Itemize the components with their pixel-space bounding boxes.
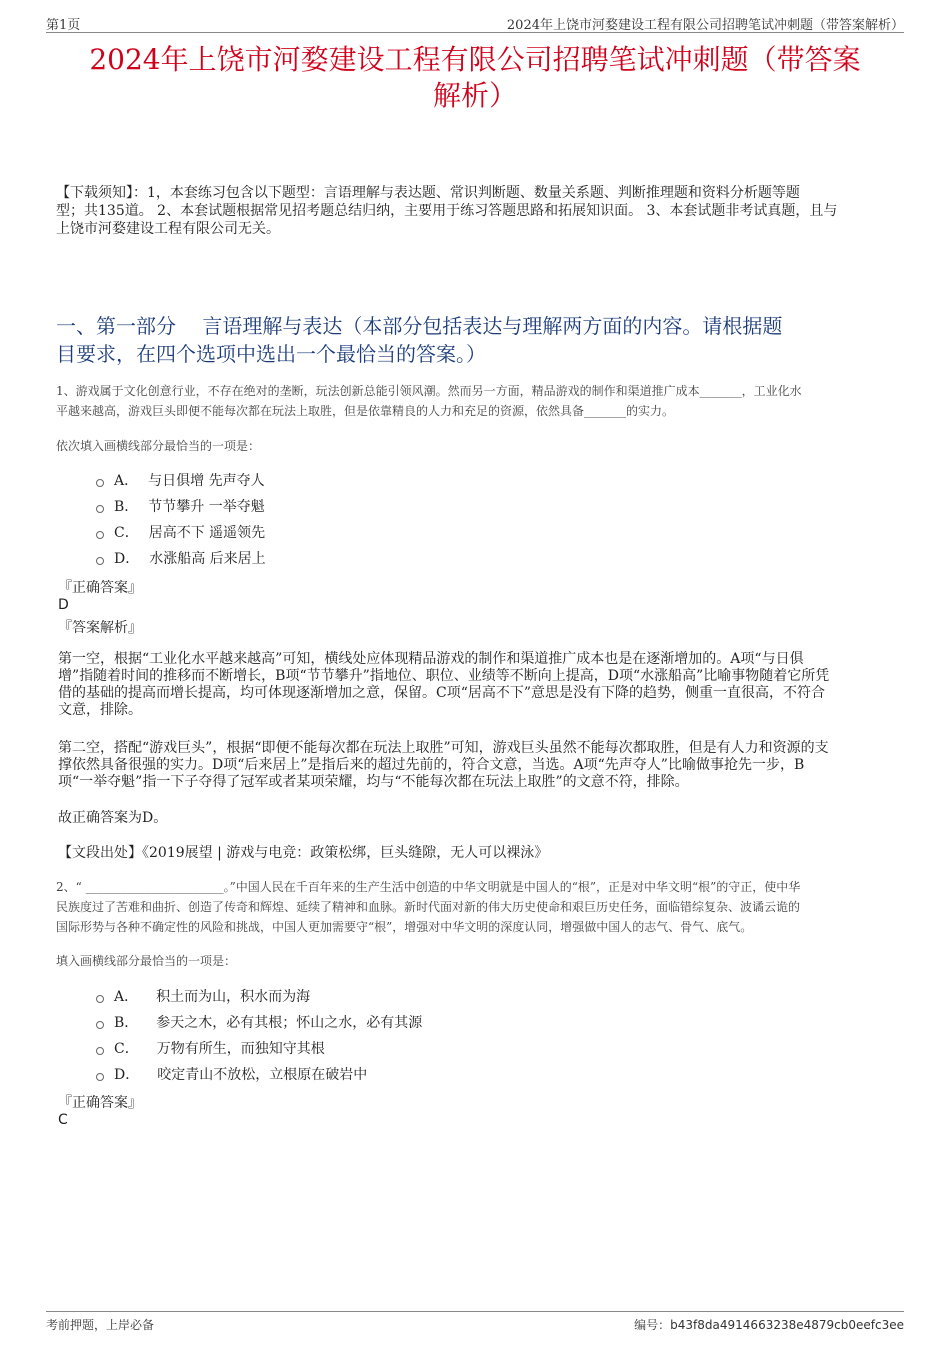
option-text: 节节攀升 一举夺魁	[148, 499, 265, 515]
question-2-answer: C	[58, 1112, 68, 1128]
question-1-option-c[interactable]	[96, 519, 696, 545]
question-1-analysis-paragraph-1	[58, 651, 894, 719]
option-letter: B．	[114, 499, 139, 515]
question-2-option-b[interactable]	[96, 1009, 696, 1035]
question-1-analysis-label: 『答案解析』	[58, 620, 142, 636]
option-letter: D．	[114, 1067, 140, 1083]
title-line-2: 解析）	[432, 79, 517, 112]
analysis-line: 第一空，根据“工业化水平越来越高”可知，横线处应体现精品游戏的制作和渠道推广成本也是在逐渐增加的。A项“与日俱	[58, 651, 804, 667]
page-header	[46, 12, 904, 33]
radio-icon[interactable]	[96, 557, 104, 565]
footer-code	[634, 1316, 904, 1333]
question-2-line-3: 国际形势与各种不确定性的风险和挑战，中国人更加需要守“根”，增强对中华文明的深度认同，增强做中国人的志气、骨气、底气。	[56, 920, 753, 934]
download-notice	[56, 184, 900, 238]
question-1-answer: D	[58, 597, 69, 613]
notice-line-2: 型；共135道。 2、本套试题根据常见招考题总结归纳，主要用于练习答题思路和拓展知识面。 3、本套试题非考试真题，且与	[56, 203, 838, 219]
question-1-line-2: 平越来越高，游戏巨头即便不能每次都在玩法上取胜，但是依靠精良的人力和充足的资源，依然具备_______的实力。	[56, 404, 675, 418]
section-heading-line-1: 一、第一部分 言语理解与表达（本部分包括表达与理解两方面的内容。请根据题	[56, 314, 783, 338]
analysis-line: 增”指随着时间的推移而不断增长，B项“节节攀升”指地位、职位、业绩等不断向上提高，D项“水涨船高”比喻事物随着它所凭	[58, 668, 830, 684]
page-number: 第1页	[46, 18, 81, 33]
header-doc-title: 2024年上饶市河婺建设工程有限公司招聘笔试冲刺题（带答案解析）	[506, 18, 904, 33]
question-1-options	[96, 467, 696, 571]
document-title	[40, 42, 910, 114]
radio-icon[interactable]	[96, 505, 104, 513]
radio-icon[interactable]	[96, 995, 104, 1003]
notice-line-1: 【下载须知】：1，本套练习包含以下题型：言语理解与表达题、常识判断题、数量关系题、判断推理题和资料分析题等题	[56, 185, 800, 201]
notice-line-3: 上饶市河婺建设工程有限公司无关。	[56, 221, 280, 237]
analysis-line: 撑依然具备很强的实力。D项“后来居上”是指后来的超过先前的，符合文意，当选。A项“先声夺人”比喻做事抢先一步，B	[58, 757, 805, 773]
option-text: 居高不下 遥遥领先	[148, 525, 266, 541]
question-2-line-2: 民族度过了苦难和曲折、创造了传奇和辉煌、延续了精神和血脉。新时代面对新的伟大历史使命和艰巨历史任务，面临错综复杂、波谲云诡的	[56, 900, 801, 914]
question-2-option-d[interactable]	[96, 1061, 696, 1087]
footer-slogan: 考前押题，上岸必备	[46, 1318, 155, 1332]
footer-code-value: b43f8da4914663238e4879cb0eefc3ee	[670, 1318, 904, 1332]
radio-icon[interactable]	[96, 1047, 104, 1055]
question-1-conclusion: 故正确答案为D。	[58, 810, 168, 826]
question-1-option-a[interactable]	[96, 467, 696, 493]
page-footer	[46, 1311, 904, 1332]
question-2-options	[96, 983, 696, 1087]
option-letter: D．	[114, 551, 140, 567]
radio-icon[interactable]	[96, 1073, 104, 1081]
title-line-1: 2024年上饶市河婺建设工程有限公司招聘笔试冲刺题（带答案	[89, 43, 861, 76]
option-text: 万物有所生，而独知守其根	[156, 1041, 325, 1057]
option-letter: B．	[114, 1015, 139, 1031]
analysis-line: 文意，排除。	[58, 702, 142, 718]
radio-icon[interactable]	[96, 479, 104, 487]
option-text: 与日俱增 先声夺人	[148, 473, 265, 489]
question-1-answer-label: 『正确答案』	[58, 580, 142, 596]
radio-icon[interactable]	[96, 1021, 104, 1029]
option-letter: A．	[114, 989, 139, 1005]
option-text: 参天之木，必有其根；怀山之水，必有其源	[156, 1015, 423, 1031]
question-1-option-d[interactable]	[96, 545, 696, 571]
section-heading	[56, 312, 900, 368]
question-2-option-a[interactable]	[96, 983, 696, 1009]
question-1-line-1: 1、游戏属于文化创意行业，不存在绝对的垄断，玩法创新总能引领风潮。然而另一方面，精品游戏的制作和渠道推广成本_______，工业化水	[56, 384, 802, 398]
analysis-line: 项“一举夺魁”指一下子夺得了冠军或者某项荣耀，均与“不能每次都在玩法上取胜”的文意不符，排除。	[58, 774, 689, 790]
question-2-prompt: 填入画横线部分最恰当的一项是：	[56, 954, 237, 968]
question-1-text	[56, 381, 900, 421]
question-1-analysis-paragraph-2	[58, 740, 894, 791]
radio-icon[interactable]	[96, 531, 104, 539]
question-1-source: 【文段出处】《2019展望 | 游戏与电竞：政策松绑，巨头缝隙，无人可以裸泳》	[58, 845, 549, 861]
option-text: 积土而为山，积水而为海	[156, 989, 311, 1005]
question-2-line-1: 2、“ _______________________。”中国人民在千百年来的生产生活中创造的中华文明就是中国人的“根”，正是对中华文明“根”的守正，使中华	[56, 880, 801, 894]
question-1-option-b[interactable]	[96, 493, 696, 519]
option-letter: A．	[114, 473, 139, 489]
section-heading-line-2: 目要求，在四个选项中选出一个最恰当的答案。）	[56, 342, 486, 366]
option-letter: C．	[114, 525, 139, 541]
option-text: 水涨船高 后来居上	[149, 551, 266, 567]
footer-code-label: 编号：	[634, 1318, 671, 1332]
question-2-option-c[interactable]	[96, 1035, 696, 1061]
analysis-line: 借的基础的提高而增长提高，均可体现逐渐增加之意，保留。C项“居高不下”意思是没有下降的趋势，侧重一直很高，不符合	[58, 685, 826, 701]
option-letter: C．	[114, 1041, 139, 1057]
analysis-line: 第二空，搭配“游戏巨头”，根据“即便不能每次都在玩法上取胜”可知，游戏巨头虽然不能每次都取胜，但是有人力和资源的支	[58, 740, 829, 756]
question-2-answer-label: 『正确答案』	[58, 1095, 142, 1111]
option-text: 咬定青山不放松，立根原在破岩中	[157, 1067, 368, 1083]
question-2-text	[56, 877, 900, 937]
question-1-prompt: 依次填入画横线部分最恰当的一项是：	[56, 439, 261, 453]
